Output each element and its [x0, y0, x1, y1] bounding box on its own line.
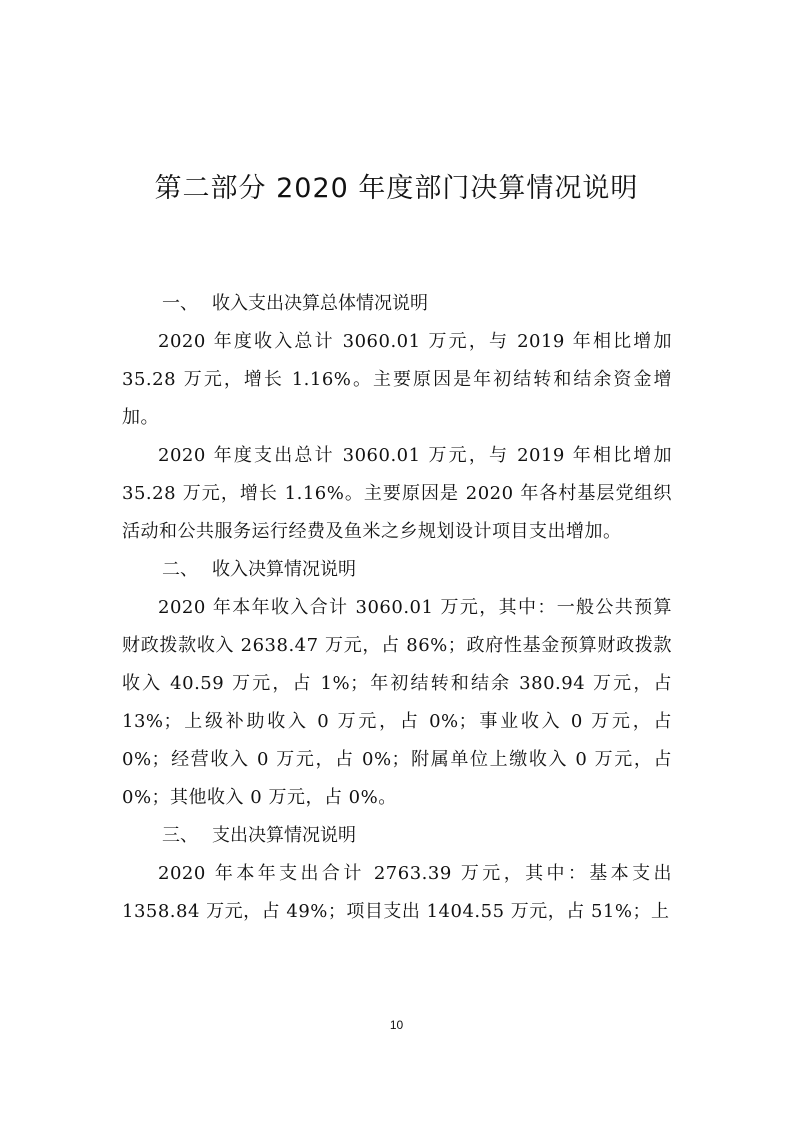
section-title: 支出决算情况说明 — [212, 825, 356, 846]
section-heading-1 — [122, 285, 672, 323]
section-number: 一、 — [162, 293, 198, 314]
section-number: 二、 — [162, 559, 198, 580]
section-number: 三、 — [162, 825, 198, 846]
page-title: 第二部分 2020 年度部门决算情况说明 — [154, 173, 639, 204]
section-title: 收入决算情况说明 — [212, 559, 356, 580]
paragraph: 2020 年本年收入合计 3060.01 万元，其中：一般公共预算财政拨款收入 2638.47 万元，占 86%；政府性基金预算财政拨款收入 40.59 万元，占 1%；年初结转和结余 380.94 万元，占 13%；上级补助收入 0 万元，占 0%；事业收入 0 万元，占 0%；经营收入 0 万元，占 0%；附属单位上缴收入 0 万元，占 0%；其他收入 0 万元，占 0%。 — [122, 597, 672, 808]
page-number: 10 — [389, 1018, 404, 1032]
paragraph: 2020 年本年支出合计 2763.39 万元，其中：基本支出 1358.84 万元，占 49%；项目支出 1404.55 万元，占 51%；上 — [122, 863, 672, 922]
paragraph: 2020 年度收入总计 3060.01 万元，与 2019 年相比增加 35.28 万元，增长 1.16%。主要原因是年初结转和结余资金增加。 — [122, 331, 672, 428]
document-body — [122, 285, 672, 931]
section-heading-2 — [122, 551, 672, 589]
section-title: 收入支出决算总体情况说明 — [212, 293, 428, 314]
section-heading-3 — [122, 817, 672, 855]
paragraph: 2020 年度支出总计 3060.01 万元，与 2019 年相比增加 35.28 万元，增长 1.16%。主要原因是 2020 年各村基层党组织活动和公共服务运行经费及鱼米之乡规划设计项目支出增加。 — [122, 445, 672, 542]
